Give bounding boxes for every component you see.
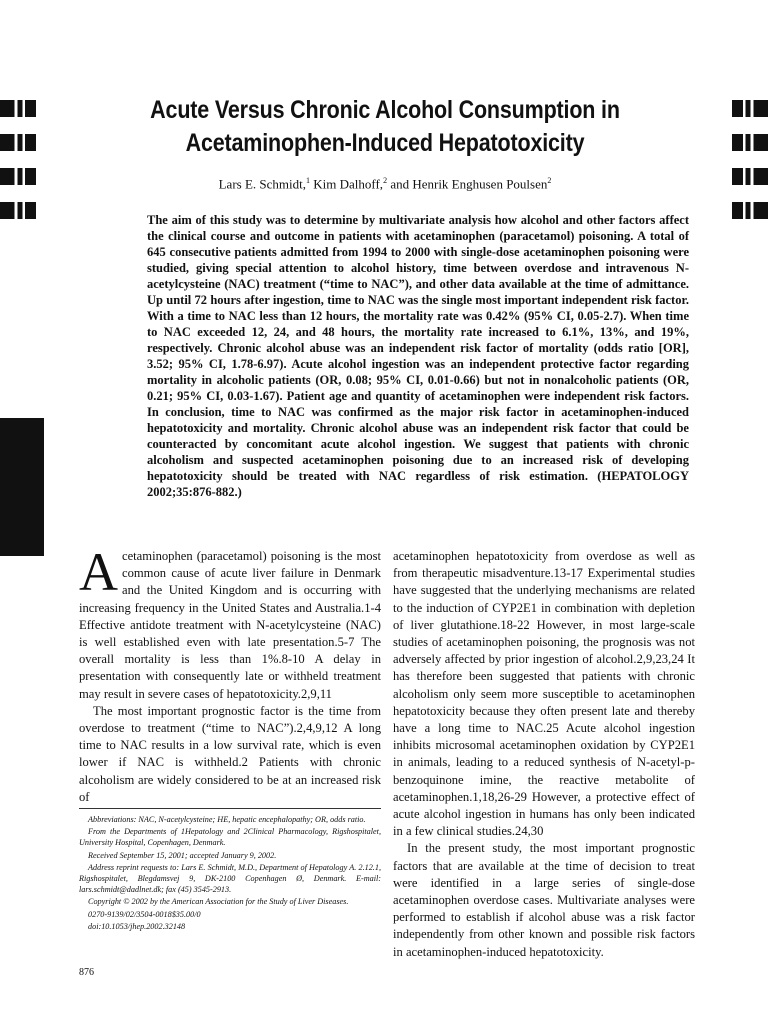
drop-cap: A <box>79 542 118 602</box>
footnote-divider <box>79 808 381 809</box>
article-title <box>123 94 648 160</box>
author-1-affiliation: 1 <box>306 176 310 185</box>
author-2: Kim Dalhoff, <box>310 176 384 192</box>
footnote-address: Address reprint requests to: Lars E. Schmidt, M.D., Department of Hepatology A. 2.12.1, Rigshospitalet, Blegdamsvej 9, DK-2100 Copenhagen Ø, Denmark. E-mail: lars.schmidt@dadlnet.dk; fax (45) 3545-2913. <box>79 862 381 895</box>
footnote-affiliations: From the Departments of 1Hepatology and 2Clinical Pharmacology, Rigshospitalet, University Hospital, Copenhagen, Denmark. <box>79 827 381 848</box>
intro-paragraph-4: In the present study, the most important prognostic factors that are available at the time of decision to treat were identified in a large series of single-dose acetaminophen overdose cases. Multivariate analyses were performed to establish if alcohol abuse was a risk factor independently from other known and possible risk factors in acetaminophen-induced hepatotoxicity. <box>393 841 695 959</box>
section-tab-marker <box>0 418 44 556</box>
registration-mark <box>732 168 768 185</box>
registration-mark <box>0 168 36 185</box>
body-column-left <box>79 542 381 806</box>
registration-marks-left <box>0 100 36 236</box>
registration-mark <box>732 134 768 151</box>
footnote-doi: doi:10.1053/jhep.2002.32148 <box>88 921 186 931</box>
author-1: Lars E. Schmidt, <box>218 176 306 192</box>
footnotes <box>79 814 381 933</box>
footnote-copyright: Copyright © 2002 by the American Association for the Study of Liver Diseases. <box>88 897 349 907</box>
footnote-abbreviations: Abbreviations: NAC, N-acetylcysteine; HE, hepatic encephalopathy; OR, odds ratio. <box>88 815 366 824</box>
body-column-right <box>393 548 695 961</box>
intro-paragraph-1-text: cetaminophen (paracetamol) poisoning is the most common cause of acute liver failure in Denmark and the United Kingdom and is occurring with increasing frequency in the United States and Australia.1-4 Effective antidote treatment with N-acetylcysteine (NAC) is well established even with late presentation.5-7 The overall mortality is less than 1%.8-10 A delay in presentation with consequently late or withheld treatment may result in severe cases of hepatotoxicity.2,9,11 <box>79 549 381 701</box>
author-list <box>80 176 690 192</box>
author-2-affiliation: 2 <box>383 176 388 185</box>
abstract: The aim of this study was to determine by multivariate analysis how alcohol and other factors affect the clinical course and outcome in patients with acetaminophen (paracetamol) poisoning. A total of 645 consecutive patients admitted from 1994 to 2000 with single-dose acetaminophen poisoning were studied, giving special attention to alcohol history, time between overdose and intravenous N-acetylcysteine (NAC) treatment (“time to NAC”), and other data available at the time of admittance. Up until 72 hours after ingestion, time to NAC was the single most important independent risk factor. With a time to NAC less than 12 hours, the mortality rate was 0.42% (95% CI, 0.05-2.7). When time to NAC exceeded 12, 24, and 48 hours, the mortality rate increased to 6.1%, 13%, and 19%, respectively. Chronic alcohol abuse was an independent risk factor of mortality (odds ratio [OR], 3.52; 95% CI, 1.78-6.97). Acute alcohol ingestion was an independent protective factor regarding mortality in alcoholic patients (OR, 0.08; 95% CI, 0.01-0.66) but not in nonalcoholic patients (OR, 0.21; 95% CI, 0.03-1.67). Patient age and quantity of acetaminophen were independent risk factors. In conclusion, time to NAC was confirmed as the major risk factor in acetaminophen-induced hepatotoxicity and mortality. Chronic alcohol abuse was an independent risk factor that could be counteracted by concomitant acute alcohol ingestion. We suggest that patients with chronic alcoholism and suspected acetaminophen poisoning due to an increased risk of developing hepatotoxicity should be treated with NAC regardless of risk estimation. (HEPATOLOGY 2002;35:876-882.) <box>147 213 689 499</box>
registration-mark <box>0 134 36 151</box>
page-number: 876 <box>79 967 94 978</box>
registration-mark <box>732 100 768 117</box>
author-3: and Henrik Enghusen Poulsen <box>387 176 548 192</box>
title-line-2: Acetaminophen-Induced Hepatotoxicity <box>185 129 585 157</box>
registration-mark <box>732 202 768 219</box>
intro-paragraph-3: acetaminophen hepatotoxicity from overdose as well as from therapeutic misadventure.13-17 Experimental studies have suggested that the underlying mechanisms are related to the induction of CYP2E1 in combination with depletion of liver glutathione.18-22 However, in most large-scale studies of acetaminophen poisoning, the prognosis was not adversely affected by prior ingestion of alcohol.2,9,23,24 It has therefore been suggested that patients with chronic alcoholism only seem more susceptible to acetaminophen hepatotoxicity because they often present late and thereby have a long time to NAC.25 Acute alcohol ingestion inhibits microsomal acetaminophen oxidation by CYP2E1 in animals, leading to a reduced synthesis of N-acetyl-p-benzoquinone imine, the reactive metabolite of acetaminophen.1,18,26-29 However, a protective effect of acute alcohol ingestion in humans has only been indicated in a few clinical studies.24,30 <box>393 549 695 839</box>
title-line-1: Acute Versus Chronic Alcohol Consumption in <box>150 96 620 124</box>
author-3-affiliation: 2 <box>547 176 552 185</box>
footnote-code: 0270-9139/02/3504-0018$35.00/0 <box>88 909 201 919</box>
footnote-received: Received September 15, 2001; accepted January 9, 2002. <box>88 850 277 860</box>
registration-mark <box>0 202 36 219</box>
intro-paragraph-2: The most important prognostic factor is the time from overdose to treatment (“time to NAC”).2,4,9,12 A long time to NAC results in a low survival rate, which is even lower if NAC is withheld.2 Patients with chronic alcoholism are widely considered to be at an increased risk of <box>79 703 381 804</box>
registration-mark <box>0 100 36 117</box>
intro-paragraph-1 <box>79 542 381 703</box>
registration-marks-right <box>732 100 768 236</box>
